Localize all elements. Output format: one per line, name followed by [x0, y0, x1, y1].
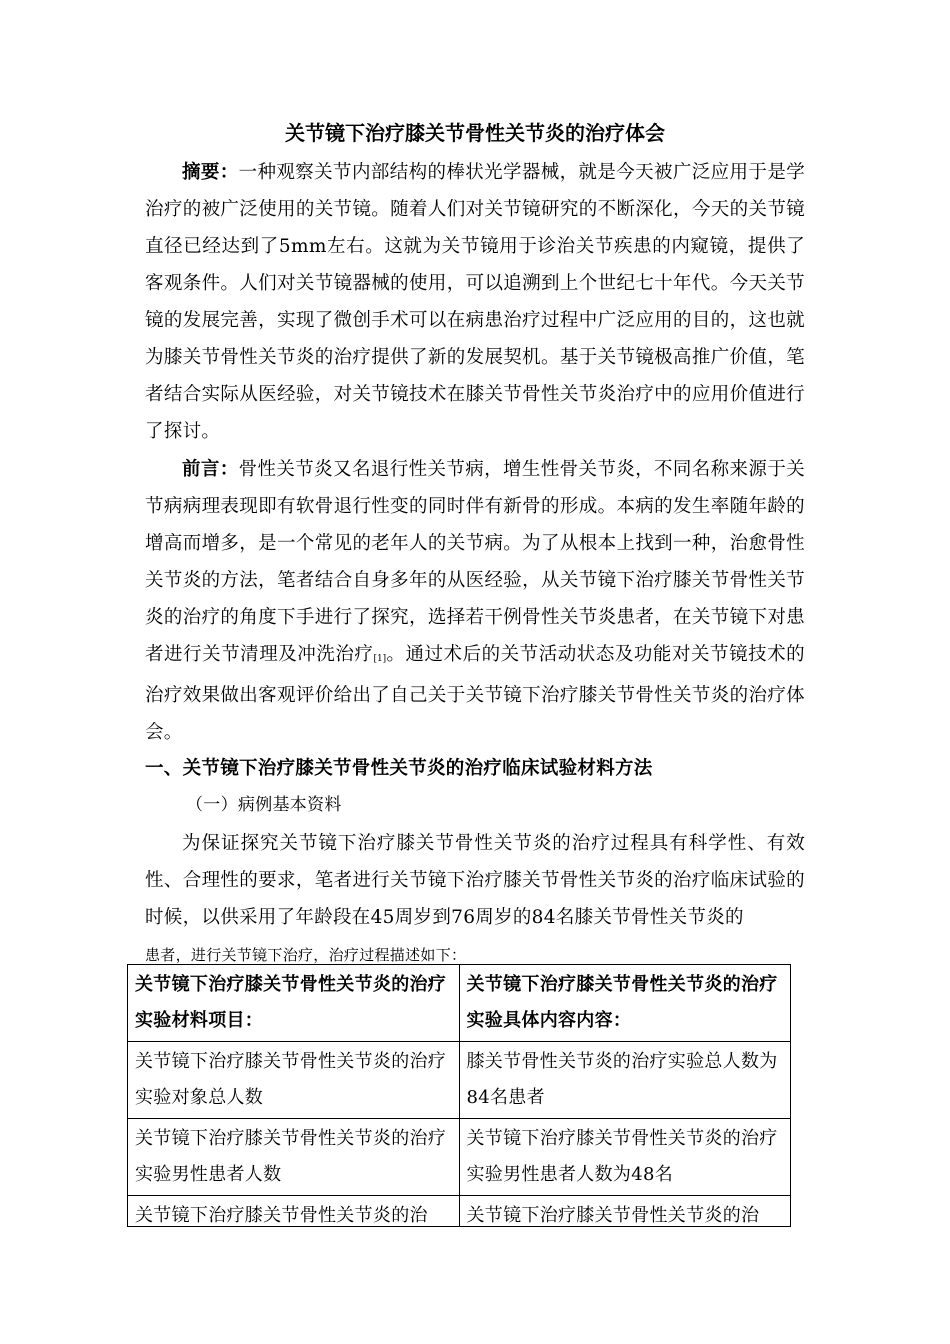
section-heading: 一、关节镜下治疗膝关节骨性关节炎的治疗临床试验材料方法	[145, 758, 653, 779]
table-cell: 关节镜下治疗膝关节骨性关节炎的治疗实验男性患者人数为48名	[459, 1119, 791, 1196]
document-title: 关节镜下治疗膝关节骨性关节炎的治疗体会	[285, 121, 665, 145]
table-row	[128, 1196, 791, 1227]
citation-ref: [1]	[373, 654, 387, 664]
table-header-cell: 关节镜下治疗膝关节骨性关节炎的治疗实验具体内容内容：	[459, 965, 791, 1042]
table-cell: 关节镜下治疗膝关节骨性关节炎的治疗实验男性患者人数	[128, 1119, 460, 1196]
table-cell-text: 关节镜下治疗膝关节骨性关节炎的治	[135, 1205, 428, 1224]
table-cell: 关节镜下治疗膝关节骨性关节炎的治疗实验对象总人数	[128, 1042, 460, 1119]
table-cell: 膝关节骨性关节炎的治疗实验总人数为84名患者	[459, 1042, 791, 1119]
preface-label: 前言：	[182, 459, 239, 480]
experiment-table	[127, 964, 791, 1227]
table-cell	[128, 1196, 460, 1227]
subsection-paragraph	[145, 825, 805, 974]
table-row	[128, 1042, 791, 1119]
table-cell-text: 关节镜下治疗膝关节骨性关节炎的治	[466, 1205, 760, 1224]
table-cell	[459, 1196, 791, 1227]
abstract-paragraph	[145, 154, 805, 450]
preface-paragraph	[145, 451, 805, 751]
subsection-tail: 患者，进行关节镜下治疗，治疗过程描述如下：	[145, 946, 467, 964]
document-page	[145, 118, 805, 974]
preface-text-a: 骨性关节炎又名退行性关节病，增生性骨关节炎，不同名称来源于关节病病理表现即有软骨退行性变的同时伴有新骨的形成。本病的发生率随年龄的增高而增多，是一个常见的老年人的关节病。为了从根本上找到一种，治愈骨性关节炎的方法，笔者结合自身多年的从医经验，从关节镜下治疗膝关节骨性关节炎的治疗的角度下手进行了探究，选择若干例骨性关节炎患者，在关节镜下对患者进行关节清理及冲洗治疗	[145, 459, 805, 665]
abstract-text: 一种观察关节内部结构的棒状光学器械，就是今天被广泛应用于是学治疗的被广泛使用的关节镜。随着人们对关节镜研究的不断深化，今天的关节镜直径已经达到了5mm左右。这就为关节镜用于诊治关节疾患的内窥镜，提供了客观条件。人们对关节镜器械的使用，可以追溯到上个世纪七十年代。今天关节镜的发展完善，实现了微创手术可以在病患治疗过程中广泛应用的目的，这也就为膝关节骨性关节炎的治疗提供了新的发展契机。基于关节镜极高推广价值，笔者结合实际从医经验，对关节镜技术在膝关节骨性关节炎治疗中的应用价值进行了探讨。	[145, 162, 805, 442]
table-row	[128, 1119, 791, 1196]
table-header-cell: 关节镜下治疗膝关节骨性关节炎的治疗实验材料项目：	[128, 965, 460, 1042]
subsection-text: 为保证探究关节镜下治疗膝关节骨性关节炎的治疗过程具有科学性、有效性、合理性的要求，笔者进行关节镜下治疗膝关节骨性关节炎的治疗临床试验的时候，以供采用了年龄段在45周岁到76周岁的84名膝关节骨性关节炎的	[145, 833, 805, 928]
abstract-label: 摘要：	[182, 162, 239, 183]
subsection-heading: （一）病例基本资料	[186, 795, 342, 815]
table-header-row	[128, 965, 791, 1042]
preface-text-b: 。通过术后的关节活动状态及功能对关节镜技术的治疗效果做出客观评价给出了自己关于关节镜下治疗膝关节骨性关节炎的治疗体会。	[145, 644, 805, 743]
